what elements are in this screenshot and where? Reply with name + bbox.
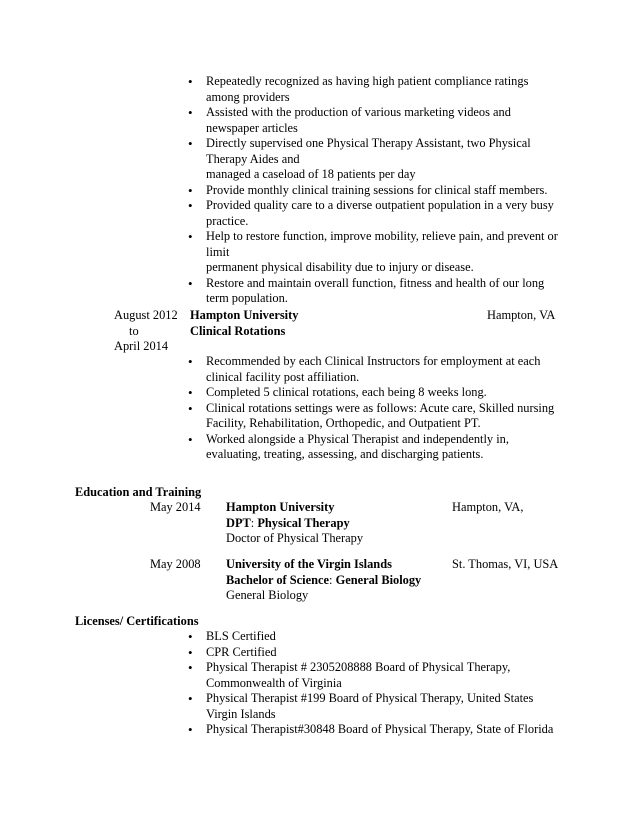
degree-separator: : [329, 572, 336, 587]
license-item: • CPR Certified [188, 645, 578, 661]
degree-name: Physical Therapy [257, 515, 350, 530]
licenses-list [188, 629, 578, 738]
bullet-item: • Restore and maintain overall function, fitness and health of our long term population. [188, 276, 573, 307]
bullet-item: • Assisted with the production of various marketing videos and newspaper articles [188, 105, 573, 136]
license-item: • Physical Therapist # 2305208888 Board of Physical Therapy, Commonwealth of Virginia [188, 660, 578, 691]
education-heading: Education and Training [75, 485, 202, 499]
bullet-item: • Help to restore function, improve mobility, relieve pain, and prevent or limit permanent physical disability due to injury or disease. [188, 229, 573, 276]
job-role: Clinical Rotations [190, 323, 286, 338]
bullet-item: • Directly supervised one Physical Therapy Assistant, two Physical Therapy Aides and managed a caseload of 18 patients per day [188, 136, 573, 183]
education-school: University of the Virgin Islands [226, 557, 392, 571]
degree-label: DPT [226, 515, 251, 530]
bullet-item: • Provided quality care to a diverse outpatient population in a very busy practice. [188, 198, 573, 229]
license-item: • Physical Therapist#30848 Board of Physical Therapy, State of Florida [188, 722, 578, 738]
degree-label: Bachelor of Science [226, 572, 330, 587]
education-date: May 2014 [150, 500, 201, 514]
education-degree [226, 573, 421, 589]
education-location: Hampton, VA, [452, 500, 524, 514]
education-date: May 2008 [150, 557, 201, 571]
bullet-item: • Completed 5 clinical rotations, each being 8 weeks long. [188, 385, 573, 401]
bullet-item: • Worked alongside a Physical Therapist and independently in, evaluating, treating, assessing, and discharging patients. [188, 432, 573, 463]
education-description: Doctor of Physical Therapy [226, 531, 364, 545]
job-date-start: August 2012 [114, 308, 178, 322]
job-location: Hampton, VA [487, 308, 556, 322]
license-item: • BLS Certified [188, 629, 578, 645]
education-school: Hampton University [226, 500, 335, 514]
bullet-item: • Recommended by each Clinical Instructors for employment at each clinical facility post affiliation. [188, 354, 573, 385]
job-date-end: April 2014 [114, 339, 169, 353]
licenses-heading: Licenses/ Certifications [75, 614, 199, 628]
job-date-to: to [129, 323, 139, 338]
education-location: St. Thomas, VI, USA [452, 557, 559, 571]
bullet-item: • Provide monthly clinical training sessions for clinical staff members. [188, 183, 573, 199]
license-item: • Physical Therapist #199 Board of Physical Therapy, United States Virgin Islands [188, 691, 578, 722]
bullet-item: • Clinical rotations settings were as follows: Acute care, Skilled nursing Facility, Rehabilitation, Orthopedic, and Outpatient PT. [188, 401, 573, 432]
degree-separator: : [250, 515, 258, 530]
job-organization: Hampton University [190, 308, 299, 322]
experience-bullets-clinical [188, 354, 573, 463]
experience-bullets-prev [188, 74, 573, 307]
education-description: General Biology [226, 588, 309, 602]
education-degree [226, 516, 350, 532]
bullet-item: • Repeatedly recognized as having high patient compliance ratings among providers [188, 74, 573, 105]
degree-name: General Biology [335, 572, 422, 587]
